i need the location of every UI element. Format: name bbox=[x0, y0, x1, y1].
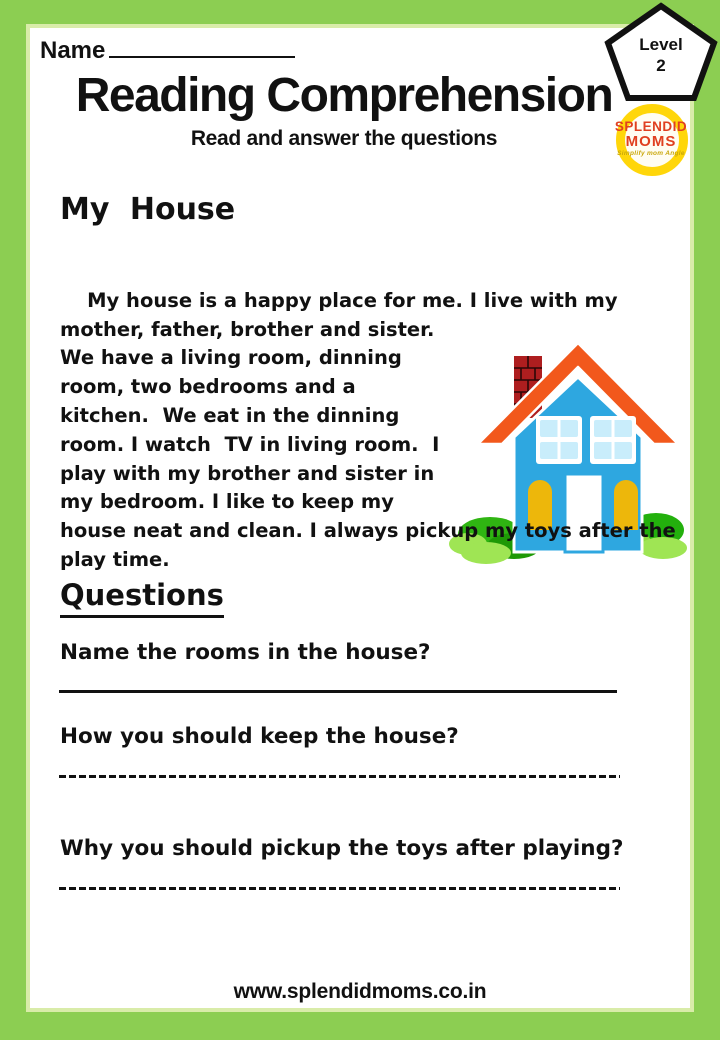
page-title: Reading Comprehension bbox=[75, 69, 613, 122]
level-badge bbox=[604, 2, 718, 102]
name-label: Name bbox=[40, 37, 106, 64]
passage-block bbox=[60, 258, 696, 604]
header bbox=[26, 68, 662, 151]
page-subtitle: Read and answer the questions bbox=[190, 127, 498, 150]
question-3-text: Why you should pickup the toys after playing? bbox=[60, 836, 624, 861]
passage-heading: My House bbox=[60, 192, 236, 227]
level-badge-number: 2 bbox=[656, 56, 666, 75]
window-right-icon bbox=[590, 416, 636, 464]
level-badge-label: Level bbox=[639, 35, 683, 54]
name-blank-line[interactable] bbox=[109, 34, 295, 58]
question-2-answer-line[interactable] bbox=[59, 775, 620, 778]
question-1-answer-line[interactable] bbox=[59, 690, 617, 693]
window-left-icon bbox=[536, 416, 582, 464]
passage-text: My house is a happy place for me. I live with my mother, father, brother and sister. We have a living room, dinning room, two bedrooms and a kitchen. We eat in the dinning room. I watch TV in living room. I play with my brother and sister in my bedroom. I like to keep my house neat and clean. I always pickup my toys after the play time. bbox=[60, 288, 683, 571]
question-3-answer-line[interactable] bbox=[59, 887, 620, 890]
name-row bbox=[40, 34, 295, 65]
house-illustration bbox=[448, 283, 696, 511]
logo-tagline: Simplify mom Angle bbox=[617, 149, 685, 157]
logo-brand-line2: MOMS bbox=[625, 133, 677, 151]
logo-brand-line1: SPLENDID bbox=[614, 119, 688, 134]
question-1-text: Name the rooms in the house? bbox=[60, 640, 431, 665]
footer-website: www.splendidmoms.co.in bbox=[233, 980, 487, 1003]
question-2-text: How you should keep the house? bbox=[60, 724, 459, 749]
questions-heading: Questions bbox=[60, 578, 224, 618]
